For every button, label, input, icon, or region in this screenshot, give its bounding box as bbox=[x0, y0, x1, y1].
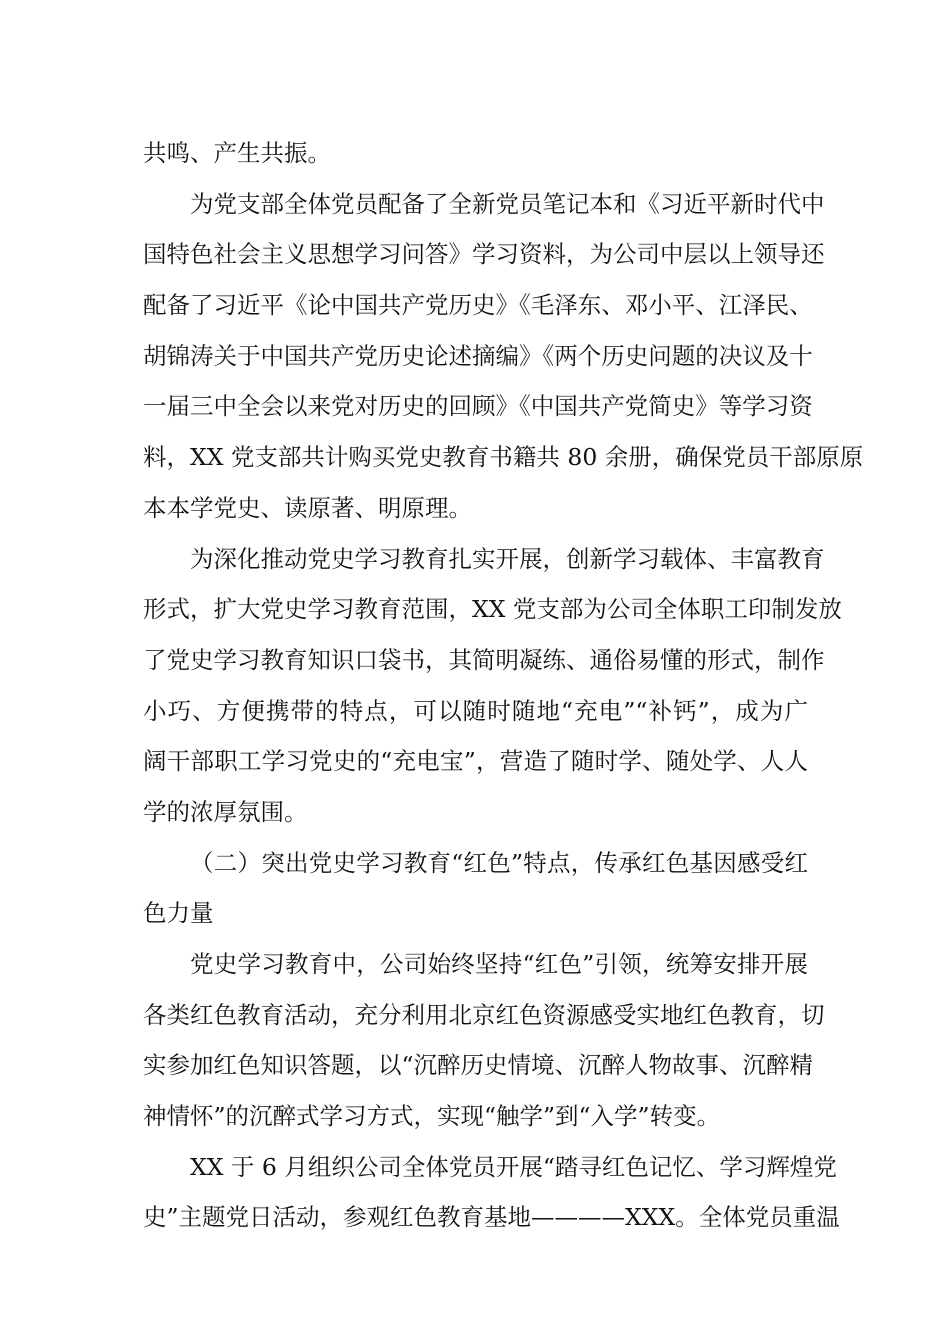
text-line: 各类红色教育活动，充分利用北京红色资源感受实地红色教育，切 bbox=[143, 1000, 825, 1029]
text-line: 史”主题党日活动，参观红色教育基地————XXX。全体党员重温 bbox=[143, 1203, 840, 1232]
document-body bbox=[143, 128, 864, 1243]
text-line: 为深化推动党史学习教育扎实开展，创新学习载体、丰富教育 bbox=[190, 544, 825, 573]
text-line: 国特色社会主义思想学习问答》学习资料，为公司中层以上领导还 bbox=[143, 240, 825, 269]
text-line: 形式，扩大党史学习教育范围，XX 党支部为公司全体职工印制发放 bbox=[143, 595, 842, 624]
text-line: 了党史学习教育知识口袋书，其简明凝练、通俗易懂的形式，制作 bbox=[143, 645, 825, 674]
text-line: 学的浓厚氛围。 bbox=[143, 797, 308, 826]
text-line: 为党支部全体党员配备了全新党员笔记本和《习近平新时代中 bbox=[190, 189, 825, 218]
text-line: 神情怀”的沉醉式学习方式，实现“触学”到“入学”转变。 bbox=[143, 1102, 721, 1131]
text-line: 共鸣、产生共振。 bbox=[143, 139, 331, 167]
text-line: 料，XX 党支部共计购买党史教育书籍共 80 余册，确保党员干部原原 bbox=[143, 443, 864, 472]
text-line: 一届三中全会以来党对历史的回顾》《中国共产党简史》等学习资 bbox=[143, 392, 813, 421]
text-line: 小巧、方便携带的特点，可以随时随地“充电”“补钙”，成为广 bbox=[143, 696, 808, 725]
text-line: 配备了习近平《论中国共产党历史》《毛泽东、邓小平、江泽民、 bbox=[143, 291, 813, 320]
text-line: XX 于 6 月组织公司全体党员开展“踏寻红色记忆、学习辉煌党 bbox=[190, 1152, 837, 1181]
section-heading: 色力量 bbox=[143, 899, 214, 928]
text-line: 阔干部职工学习党史的“充电宝”，营造了随时学、随处学、人人 bbox=[143, 747, 808, 776]
text-line: 胡锦涛关于中国共产党历史论述摘编》《两个历史问题的决议及十 bbox=[143, 341, 813, 370]
text-line: 党史学习教育中，公司始终坚持“红色”引领，统筹安排开展 bbox=[190, 950, 808, 978]
text-line: 实参加红色知识答题，以“沉醉历史情境、沉醉人物故事、沉醉精 bbox=[143, 1051, 814, 1080]
text-line: 本本学党史、读原著、明原理。 bbox=[143, 493, 472, 522]
section-heading: （二）突出党史学习教育“红色”特点，传承红色基因感受红 bbox=[190, 848, 808, 877]
